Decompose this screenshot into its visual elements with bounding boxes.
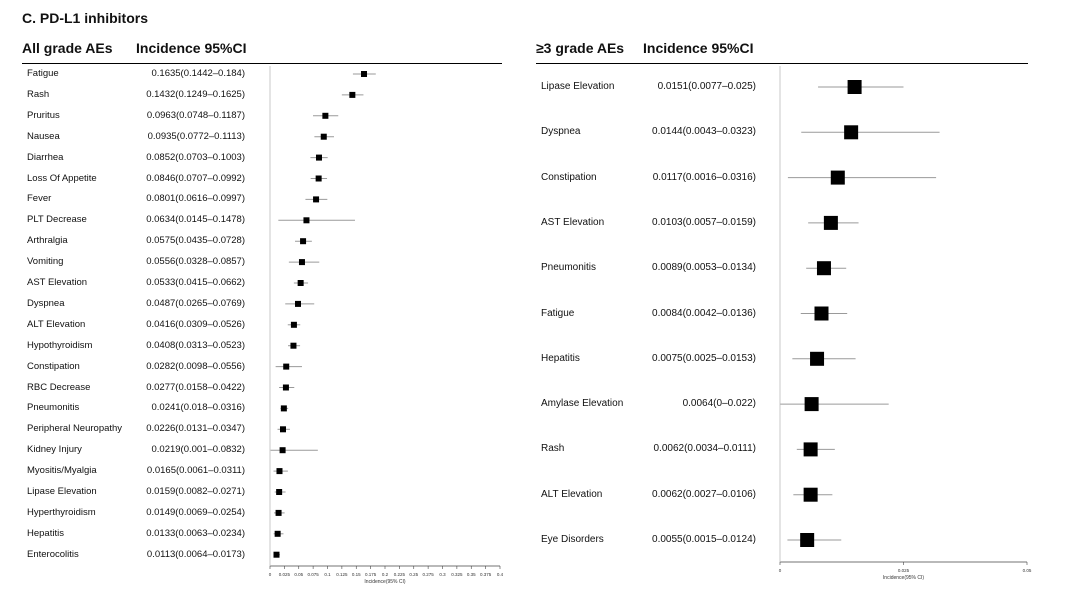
left-row-name: Hyperthyroidism	[27, 506, 96, 518]
left-estimate-marker	[361, 71, 367, 77]
left-row-name: Fever	[27, 193, 52, 205]
left-row-ci: 0.0165(0.0061–0.0311)	[146, 465, 245, 477]
right-x-axis-label: Incidence(95% CI)	[882, 575, 925, 581]
left-row-ci: 0.0226(0.0131–0.0347)	[146, 423, 245, 435]
left-estimate-marker	[276, 468, 282, 474]
left-estimate-marker	[299, 259, 305, 265]
right-row-ci: 0.0064(0–0.022)	[682, 398, 756, 410]
left-x-tick-label: 0.35	[466, 572, 476, 577]
left-estimate-marker	[280, 447, 286, 453]
left-row-name: Enterocolitis	[27, 548, 79, 560]
left-row-name: Pruritus	[27, 109, 60, 121]
left-row-ci: 0.0219(0.001–0.0832)	[151, 444, 245, 456]
left-row-ci: 0.0149(0.0069–0.0254)	[146, 506, 245, 518]
right-row-name: Hepatitis	[541, 352, 580, 364]
left-row-ci: 0.1635(0.1442–0.184)	[151, 68, 245, 79]
left-row-ci: 0.0241(0.018–0.0316)	[151, 402, 245, 414]
left-row-name: Hepatitis	[27, 527, 64, 539]
left-estimate-marker	[290, 343, 296, 349]
left-x-tick-label: 0.2	[381, 572, 389, 577]
left-row-ci: 0.0408(0.0313–0.0523)	[146, 339, 245, 351]
left-x-tick-label: 0.125	[336, 572, 348, 577]
right-estimate-marker	[848, 80, 862, 94]
left-estimate-marker	[303, 217, 309, 223]
right-estimate-marker	[810, 352, 824, 366]
left-row-ci: 0.0533(0.0415–0.0662)	[146, 277, 245, 288]
right-row-name: Amylase Elevation	[541, 398, 624, 410]
left-row-name: Peripheral Neuropathy	[27, 423, 123, 435]
left-row-ci: 0.1432(0.1249–0.1625)	[146, 88, 245, 100]
right-row-ci: 0.0055(0.0015–0.0124)	[652, 534, 756, 545]
right-row-ci: 0.0117(0.0016–0.0316)	[652, 171, 756, 183]
left-row-ci: 0.0852(0.0703–0.1003)	[146, 151, 245, 163]
right-row-name: Lipase Elevation	[541, 81, 615, 92]
right-row-ci: 0.0062(0.0027–0.0106)	[652, 488, 756, 500]
right-x-tick-label: 0	[778, 568, 782, 573]
left-row-ci: 0.0935(0.0772–0.1113)	[147, 130, 245, 142]
right-row-name: ALT Elevation	[541, 488, 603, 500]
right-row-name: Rash	[541, 443, 565, 455]
left-x-tick-label: 0.325	[451, 572, 463, 577]
right-x-tick-label: 0.05	[1022, 568, 1032, 573]
right-estimate-marker	[817, 261, 831, 275]
right-row-ci: 0.0151(0.0077–0.025)	[657, 81, 756, 92]
left-estimate-marker	[291, 322, 297, 328]
left-row-ci: 0.0113(0.0064–0.0173)	[146, 548, 245, 560]
left-x-tick-label: 0.1	[324, 572, 331, 577]
right-estimate-marker	[800, 533, 814, 547]
left-estimate-marker	[283, 364, 289, 370]
left-row-ci: 0.0575(0.0435–0.0728)	[146, 235, 245, 247]
right-estimate-marker	[804, 488, 818, 502]
figure-title: C. PD-L1 inhibitors	[22, 10, 148, 26]
left-row-ci: 0.0416(0.0309–0.0526)	[146, 318, 245, 330]
left-row-name: Lipase Elevation	[27, 486, 97, 497]
left-row-name: Nausea	[27, 130, 60, 142]
right-row-name: Eye Disorders	[541, 534, 604, 545]
left-row-name: Hypothyroidism	[27, 339, 93, 351]
right-row-ci: 0.0084(0.0042–0.0136)	[652, 307, 756, 319]
right-estimate-marker	[831, 171, 845, 185]
left-estimate-marker	[276, 510, 282, 516]
left-estimate-marker	[316, 155, 322, 161]
right-estimate-marker	[805, 397, 819, 411]
right-row-name: Constipation	[541, 171, 597, 183]
left-estimate-marker	[322, 113, 328, 119]
left-row-ci: 0.0282(0.0098–0.0556)	[146, 360, 245, 372]
left-row-name: RBC Decrease	[27, 381, 91, 393]
right-row-ci: 0.0062(0.0034–0.0111)	[653, 443, 756, 455]
left-row-name: Dyspnea	[27, 297, 65, 309]
left-estimate-marker	[281, 405, 287, 411]
right-row-ci: 0.0144(0.0043–0.0323)	[652, 126, 756, 138]
left-estimate-marker	[283, 385, 289, 391]
left-x-tick-label: 0.375	[479, 572, 492, 577]
left-row-name: Loss Of Appetite	[27, 172, 97, 184]
left-x-tick-label: 0.05	[294, 572, 304, 577]
right-row-name: Dyspnea	[541, 126, 581, 138]
left-row-name: Myositis/Myalgia	[27, 465, 97, 477]
left-row-name: Constipation	[27, 360, 80, 372]
left-x-tick-label: 0.075	[307, 572, 319, 577]
right-row-ci: 0.0089(0.0053–0.0134)	[652, 262, 756, 274]
right-estimate-marker	[824, 216, 838, 230]
left-x-tick-label: 0.4	[496, 572, 504, 577]
left-row-ci: 0.0133(0.0063–0.0234)	[146, 527, 245, 539]
left-row-ci: 0.0634(0.0145–0.1478)	[146, 214, 245, 226]
left-row-ci: 0.0487(0.0265–0.0769)	[146, 297, 245, 309]
right-row-name: Fatigue	[541, 307, 575, 319]
left-x-tick-label: 0.175	[364, 572, 377, 577]
right-estimate-marker	[814, 307, 828, 321]
right-x-tick-label: 0.025	[897, 568, 910, 573]
left-row-ci: 0.0277(0.0158–0.0422)	[146, 381, 245, 393]
left-row-name: PLT Decrease	[27, 214, 87, 226]
left-estimate-marker	[295, 301, 301, 307]
left-row-name: Kidney Injury	[27, 444, 82, 456]
left-row-ci: 0.0159(0.0082–0.0271)	[146, 486, 245, 497]
left-x-tick-label: 0	[268, 572, 272, 577]
left-estimate-marker	[275, 531, 281, 537]
left-row-name: AST Elevation	[27, 277, 88, 288]
left-x-tick-label: 0.025	[278, 572, 291, 577]
left-estimate-marker	[300, 238, 306, 244]
left-x-tick-label: 0.3	[439, 572, 446, 577]
right-header-ci: Incidence 95%CI	[643, 40, 754, 56]
left-row-name: ALT Elevation	[27, 318, 86, 330]
left-row-name: Vomiting	[27, 256, 64, 268]
left-estimate-marker	[321, 134, 327, 140]
left-estimate-marker	[273, 552, 279, 558]
left-row-ci: 0.0801(0.0616–0.0997)	[146, 193, 245, 205]
left-x-tick-label: 0.15	[351, 572, 361, 577]
right-header-ae: ≥3 grade AEs	[536, 40, 625, 56]
left-x-tick-label: 0.225	[393, 572, 406, 577]
right-row-ci: 0.0103(0.0057–0.0159)	[652, 216, 756, 228]
left-estimate-marker	[276, 489, 282, 495]
left-estimate-marker	[349, 92, 355, 98]
left-row-name: Pneumonitis	[27, 402, 80, 414]
left-row-name: Diarrhea	[27, 151, 64, 163]
right-row-name: AST Elevation	[541, 216, 605, 228]
left-estimate-marker	[280, 426, 286, 432]
left-estimate-marker	[316, 176, 322, 182]
left-x-tick-label: 0.25	[409, 572, 419, 577]
left-row-name: Rash	[27, 88, 50, 100]
left-row-name: Fatigue	[27, 68, 59, 79]
left-row-ci: 0.0556(0.0328–0.0857)	[146, 256, 245, 268]
left-header-ae: All grade AEs	[22, 40, 113, 56]
right-estimate-marker	[804, 442, 818, 456]
right-row-name: Pneumonitis	[541, 262, 597, 274]
right-row-ci: 0.0075(0.0025–0.0153)	[652, 352, 756, 364]
left-row-ci: 0.0963(0.0748–0.1187)	[146, 109, 245, 121]
left-estimate-marker	[313, 196, 319, 202]
right-estimate-marker	[844, 125, 858, 139]
left-row-ci: 0.0846(0.0707–0.0992)	[146, 172, 245, 184]
left-x-axis-label: Incidence(95% CI)	[364, 579, 406, 585]
left-header-ci: Incidence 95%CI	[136, 40, 247, 56]
left-row-name: Arthralgia	[27, 235, 68, 247]
left-x-tick-label: 0.275	[422, 572, 434, 577]
left-estimate-marker	[298, 280, 304, 286]
